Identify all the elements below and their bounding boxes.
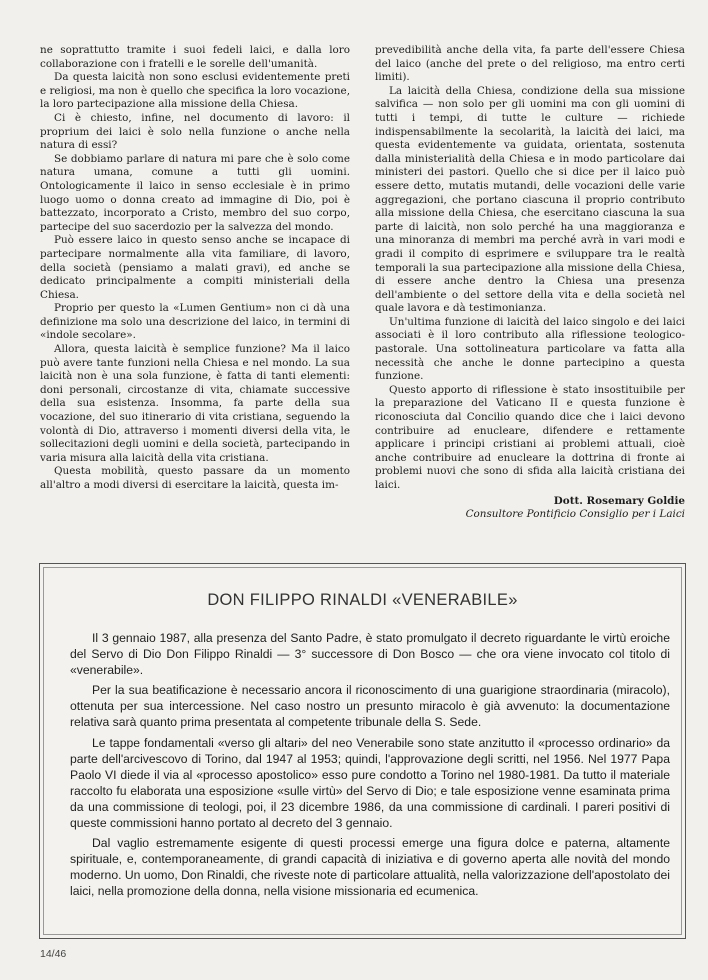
left-paragraph-5: Può essere laico in questo senso anche se incapace di partecipare normalmente alla vita familiare, di lavoro, della società (pensiamo a malati gravi), ed anche se dedicato principalmente a compiti ministeriali della Chiesa. — [40, 234, 350, 301]
left-paragraph-7: Allora, questa laicità è semplice funzione? Ma il laico può avere tante funzioni nella Chiesa e nel mondo. La sua laicità non è una sola funzione, è fatta di tanti elementi: doni personali, circostanze di vita, chiamate successive della sua esistenza. Insomma, fa parte della sua vocazione, del suo itinerario di vita cristiana, seguendo la volontà di Dio, attraverso i momenti diversi della vita, le sollecitazioni degli uomini e della società, partecipando in varia misura alla laicità della vita cristiana. — [40, 343, 350, 464]
left-paragraph-4: Se dobbiamo parlare di natura mi pare che è solo come natura umana, comune a tutti gli uomini. Ontologicamente il laico in senso ecclesiale è in primo luogo uomo o donna creato ad immagine di Dio, poi è battezzato, incorporato a Cristo, membro del suo corpo, partecipe del suo sacerdozio per la salvezza del mondo. — [40, 152, 350, 233]
box-paragraph-2: Per la sua beatificazione è necessario ancora il riconoscimento di una guarigione straordinaria (miracolo), ottenuta per sua intercessione. Nel caso nostro un presunto miracolo è già avvenuto: la documentazione relativa sarà quanto prima presentata al competente tribunale della S. Sede. — [70, 683, 670, 730]
signature-role: Consultore Pontificio Consiglio per i Laici — [465, 508, 685, 521]
right-paragraph-2: La laicità della Chiesa, condizione della sua missione salvifica — non solo per gli uomini ma con gli uomini di tutti i tempi, di tutte le culture — richiede indispensabilmente la secolarità, la laicità dei laici, ma questa evidentemente va guidata, orientata, sostenuta dalla ministerialità della Chiesa e in modo particolare dai ministeri dei pastori. Quello che si dice per il laico può essere detto, mutatis mutandi, delle vocazioni delle varie aggregazioni, che portano ciascuna il proprio contributo alla missione della Chiesa, che esercitano ciascuna la sua parte di laicità, non solo perché ha una maggioranza e una minoranza di membri ma perché avrà in vari modi e gradi il compito di esprimere e sviluppare tra le realtà temporali la sua partecipazione alla missione della Chiesa, di essere anche dentro la Chiesa una presenza dell'ambiente o del settore della vita e della società nel quale lavora e dà testimonianza. — [375, 84, 685, 315]
box-body — [70, 630, 670, 904]
announcement-box — [39, 563, 686, 939]
right-paragraph-4: Questo apporto di riflessione è stato insostituibile per la preparazione del Vaticano II e questa funzione è riconosciuta dal Concilio quando dice che i laici devono contribuire ad enucleare, difendere e rettamente applicare i principi cristiani ai problemi attuali, cioè anche contribuire ad enucleare la dottrina di fronte ai problemi nuovi che sono di sfida alla laicità cristiana dei laici. — [375, 383, 685, 491]
left-paragraph-6: Proprio per questo la «Lumen Gentium» non ci dà una definizione ma solo una descrizione del laico, in termini di «indole secolare». — [40, 302, 350, 342]
left-paragraph-1: ne soprattutto tramite i suoi fedeli laici, e dalla loro collaborazione con i fratelli e le sorelle dell'umanità. — [40, 44, 350, 70]
box-title: DON FILIPPO RINALDI «VENERABILE» — [207, 591, 518, 609]
box-paragraph-3: Le tappe fondamentali «verso gli altari» del neo Venerabile sono state anzitutto il «processo ordinario» da parte dell'arcivescovo di Torino, dal 1947 al 1953; quindi, l'approvazione degli scritti, nel 1956. Nel 1977 Papa Paolo VI diede il via al «processo apostolico» esso pure condotto a Torino nel 1980-1981. Da tutto il materiale raccolto fu elaborata una esposizione «sulle virtù» del Servo di Dio; e tale esposizione venne esaminata prima da una commissione di teologi, poi, il 23 dicembre 1986, da una commissione di cardinali. I pareri positivi di queste commissioni hanno portato al decreto del 3 gennaio. — [70, 735, 670, 831]
left-column — [40, 44, 350, 493]
left-paragraph-3: Ci è chiesto, infine, nel documento di lavoro: il proprium dei laici è solo nella funzione o anche nella natura di essi? — [40, 111, 350, 152]
right-paragraph-3: Un'ultima funzione di laicità del laico singolo e dei laici associati è il loro contributo alla riflessione teologico-pastorale. Una sottolineatura particolare va fatta alla necessità che anche le donne partecipino a questa funzione. — [375, 315, 685, 383]
page-number: 14/46 — [40, 948, 67, 960]
right-column — [375, 44, 685, 522]
right-paragraph-1: prevedibilità anche della vita, fa parte dell'essere Chiesa del laico (anche del prete o del religioso, ma entro certi limiti). — [375, 44, 685, 84]
left-paragraph-8: Questa mobilità, questo passare da un momento all'altro a modi diversi di esercitare la laicità, questa im- — [40, 465, 350, 491]
signature-name: Dott. Rosemary Goldie — [553, 494, 685, 507]
left-paragraph-2: Da questa laicità non sono esclusi evidentemente preti e religiosi, ma non è quello che specifica la loro vocazione, la loro partecipazione alla missione della Chiesa. — [40, 71, 350, 111]
box-paragraph-1: Il 3 gennaio 1987, alla presenza del Santo Padre, è stato promulgato il decreto riguardante le virtù eroiche del Servo di Dio Don Filippo Rinaldi — 3° successore di Don Bosco — che ora viene invocato col titolo di «venerabile». — [70, 631, 670, 678]
box-paragraph-4: Dal vaglio estremamente esigente di questi processi emerge una figura dolce e paterna, altamente spirituale, e, contemporaneamente, di grandi capacità di iniziativa e di governo aperta alle novità del mondo moderno. Un uomo, Don Rinaldi, che riveste note di particolare attualità, nella valorizzazione dell'apostolato dei laici, nella promozione della donna, nella visione missionaria ed ecumenica. — [70, 836, 670, 899]
signature-block — [375, 495, 685, 522]
